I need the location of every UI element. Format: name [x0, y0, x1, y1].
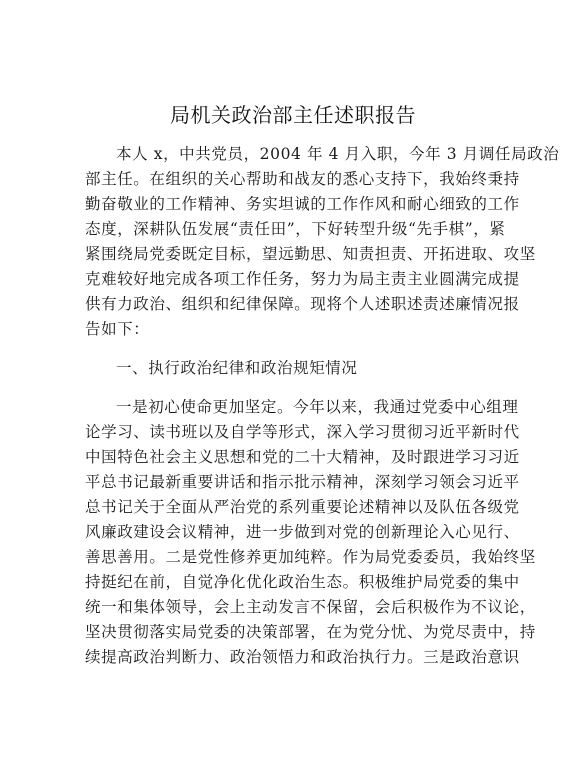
paragraph-line: 论学习、读书班以及自学等形式，深入学习贯彻习近平新时代	[85, 423, 520, 441]
paragraph-line: 续提高政治判断力、政治领悟力和政治执行力。三是政治意识	[85, 648, 520, 666]
paragraph-line: 统一和集体领导，会上主动发言不保留，会后积极作为不议论，	[85, 598, 536, 616]
paragraph-line: 克难较好地完成各项工作任务，努力为局主责主业圆满完成提	[85, 270, 520, 288]
paragraph-line: 坚决贯彻落实局党委的决策部署，在为党分忧、为党尽责中，持	[85, 623, 536, 641]
paragraph-line: 中国特色社会主义思想和党的二十大精神，及时跟进学习习近	[85, 448, 520, 466]
paragraph-line: 平总书记最新重要讲话和指示批示精神，深刻学习领会习近平	[85, 473, 520, 491]
paragraph-line: 一是初心使命更加坚定。今年以来，我通过党委中心组理	[116, 398, 519, 416]
paragraph-line: 持挺纪在前，自觉净化优化政治生态。积极维护局党委的集中	[85, 573, 520, 591]
paragraph-line: 风廉政建设会议精神，进一步做到对党的创新理论入心见行、	[85, 523, 520, 541]
paragraph-line: 供有力政治、组织和纪律保障。现将个人述职述责述廉情况报	[85, 295, 520, 313]
paragraph-line: 态度，深耕队伍发展“责任田”，下好转型升级“先手棋”，紧	[85, 220, 506, 238]
paragraph-line: 善思善用。二是党性修养更加纯粹。作为局党委委员，我始终坚	[85, 548, 536, 566]
paragraph-line: 本人 x，中共党员，2004 年 4 月入职，今年 3 月调任局政治	[116, 145, 560, 163]
paragraph-line: 总书记关于全面从严治党的系列重要论述精神以及队伍各级党	[85, 498, 520, 516]
paragraph-line: 紧围绕局党委既定目标，望远勤思、知责担责、开拓进取、攻坚	[85, 245, 536, 263]
paragraph-line: 部主任。在组织的关心帮助和战友的悉心支持下，我始终秉持	[85, 170, 520, 188]
paragraph-line: 勤奋敬业的工作精神、务实坦诚的工作作风和耐心细致的工作	[85, 195, 520, 213]
document-title: 局机关政治部主任述职报告	[170, 103, 416, 127]
paragraph-line: 告如下：	[85, 320, 150, 338]
section-heading: 一、执行政治纪律和政治规矩情况	[116, 359, 358, 377]
